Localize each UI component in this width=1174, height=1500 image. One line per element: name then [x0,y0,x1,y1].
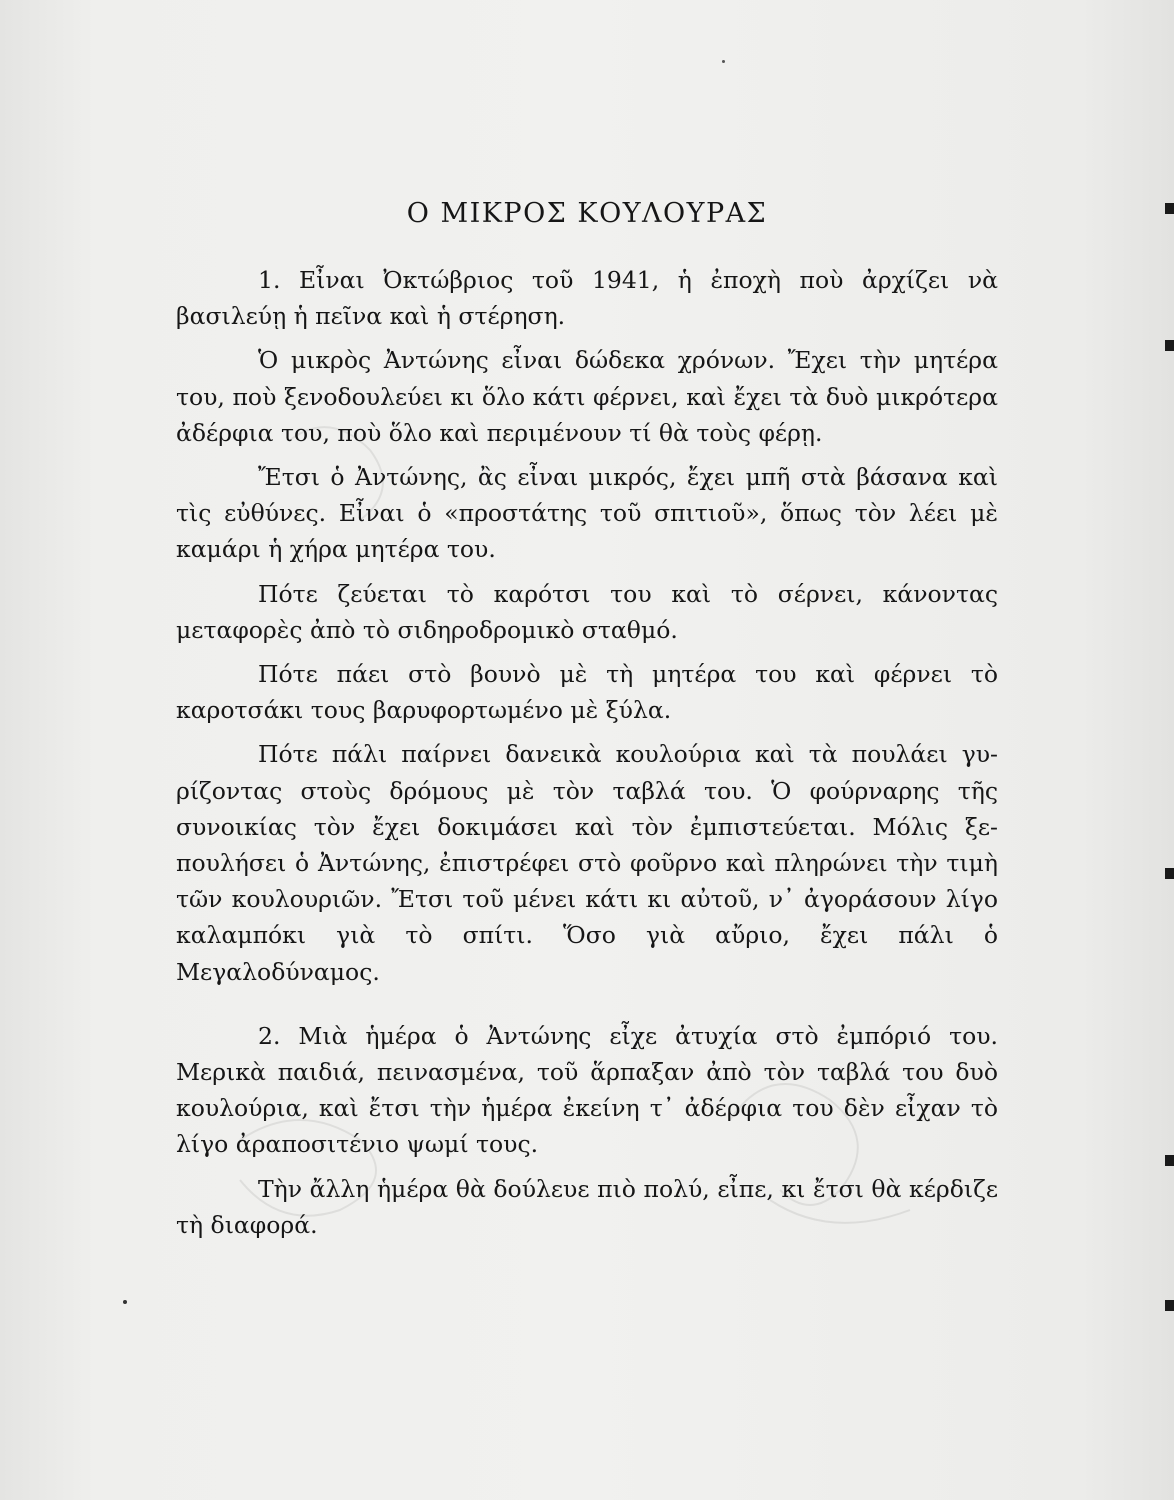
paragraph: Πότε ζεύεται τὸ καρότσι του καὶ τὸ σέρνει, κάνοντας μεταφορὲς ἀπὸ τὸ σιδηροδρομικὸ σταθμό. [176,579,998,644]
page-edge-mark [1165,203,1174,214]
paragraph: 2. Μιὰ ἡμέρα ὁ Ἀντώνης εἶχε ἀτυχία στὸ ἐμπόριό του. Μερικὰ παιδιά, πεινασμένα, τοῦ ἅρπαξαν ἀπὸ τὸν ταβλά του δυὸ κουλούρια, καὶ ἔτσι τὴν ἡμέρα ἐκείνη τ᾽ ἀδέρφια του δὲν εἶχαν τὸ λίγο ἀραποσιτένιο ψωμί τους. [176,1021,998,1159]
paragraph: Πότε πάει στὸ βουνὸ μὲ τὴ μητέρα του καὶ φέρνει τὸ καροτσάκι τους βαρυφορτωμένο μὲ ξύλα. [176,660,998,725]
story-title: Ο ΜΙΚΡΟΣ ΚΟΥΛΟΥΡΑΣ [406,198,768,229]
page-edge-mark [1165,868,1174,879]
paragraph: Ἔτσι ὁ Ἀντώνης, ἂς εἶναι μικρός, ἔχει μπῆ στὰ βάσανα καὶ τὶς εὐθύνες. Εἶναι ὁ «προστάτης τοῦ σπιτιοῦ», ὅπως τὸν λέει μὲ καμάρι ἡ χήρα μητέρα του. [176,463,998,564]
print-speck [123,1300,127,1304]
paragraph: Τὴν ἄλλη ἡμέρα θὰ δούλευε πιὸ πολύ, εἶπε, κι ἔτσι θὰ κέρδιζε τὴ διαφορά. [176,1174,998,1239]
print-speck [722,60,725,63]
paragraph: Πότε πάλι παίρνει δανεικὰ κουλούρια καὶ τὰ πουλάει γυρίζοντας στοὺς δρόμους μὲ τὸν ταβλά του. Ὁ φούρναρης τῆς συνοικίας τὸν ἔχει δοκιμάσει καὶ τὸν ἐμπιστεύεται. Μόλις ξεπουλήσει ὁ Ἀντώνης, ἐπιστρέφει στὸ φοῦρνο καὶ πληρώνει τὴν τιμὴ τῶν κουλουριῶν. Ἔτσι τοῦ μένει κάτι κι αὐτοῦ, ν᾽ ἀγοράσουν λίγο καλαμπόκι γιὰ τὸ σπίτι. Ὅσο γιὰ αὔριο, ἔχει πάλι ὁ Μεγαλοδύναμος. [176,740,998,986]
page-edge-mark [1165,1155,1174,1166]
page-edge-mark [1165,1300,1174,1311]
paragraph: Ὁ μικρὸς Ἀντώνης εἶναι δώδεκα χρόνων. Ἔχει τὴν μητέρα του, ποὺ ξενοδουλεύει κι ὅλο κάτι φέρνει, καὶ ἔχει τὰ δυὸ μικρότερα ἀδέρφια του, ποὺ ὅλο καὶ περιμένουν τί θὰ τοὺς φέρῃ. [176,346,998,447]
page-edge-mark [1165,340,1174,351]
paragraph: 1. Εἶναι Ὀκτώβριος τοῦ 1941, ἡ ἐποχὴ ποὺ ἀρχίζει νὰ βασιλεύῃ ἡ πεῖνα καὶ ἡ στέρηση. [176,266,998,331]
story-text [176,196,998,1251]
